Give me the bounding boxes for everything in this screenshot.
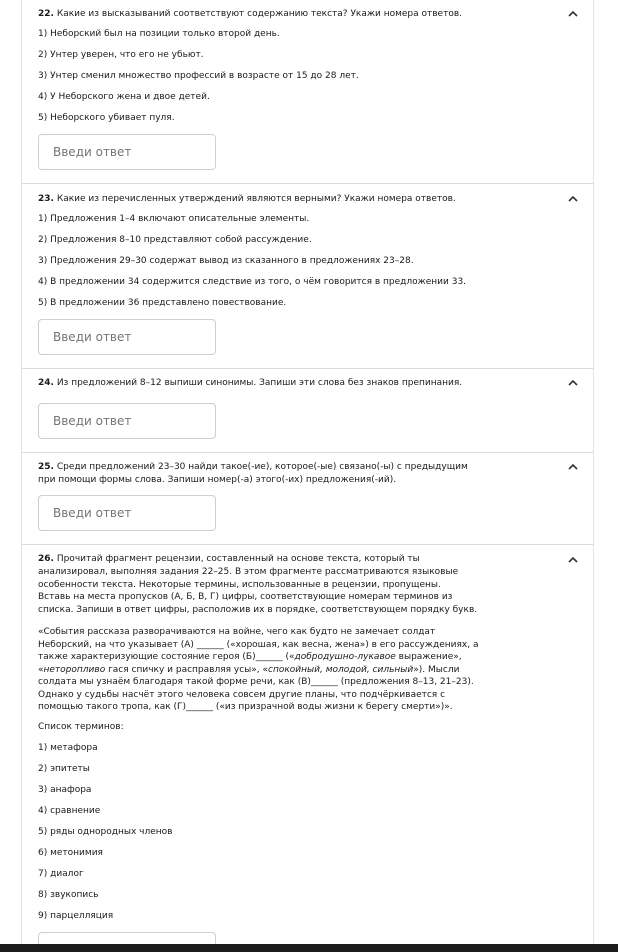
question-text-line: списка. Запиши в ответ цифры, расположив их в порядке, соответствующем порядку букв. bbox=[38, 605, 478, 615]
answer-input[interactable] bbox=[38, 495, 216, 531]
review-line: «неторопливо гася спичку и расправляя усы», «спокойный, молодой, сильный»). Мысли bbox=[38, 665, 460, 675]
question-text: Среди предложений 23–30 найди такое(-ие), которое(-ые) связано(-ы) с предыдущим bbox=[56, 462, 468, 472]
bottom-bar bbox=[0, 944, 618, 952]
term-item: 8) звукопись bbox=[38, 890, 99, 900]
chevron-up-icon[interactable] bbox=[568, 195, 580, 207]
option: 2) Унтер уверен, что его не убьют. bbox=[38, 50, 204, 60]
term-item: 3) анафора bbox=[38, 785, 92, 795]
task-24-question bbox=[38, 377, 538, 390]
question-text: Прочитай фрагмент рецензии, составленный на основе текста, который ты bbox=[56, 554, 420, 564]
question-text-line: при помощи формы слова. Запиши номер(-а) этого(-их) предложения(-ий). bbox=[38, 475, 397, 485]
task-number: 23. bbox=[38, 194, 54, 204]
task-25-question bbox=[38, 461, 538, 474]
option: 3) Унтер сменил множество профессий в возрасте от 15 до 28 лет. bbox=[38, 71, 359, 81]
divider bbox=[22, 544, 594, 545]
term-item: 7) диалог bbox=[38, 869, 84, 879]
task-26-question bbox=[38, 553, 558, 566]
chevron-up-icon[interactable] bbox=[568, 379, 580, 391]
option: 4) У Неборского жена и двое детей. bbox=[38, 92, 210, 102]
term-item: 1) метафора bbox=[38, 743, 98, 753]
review-line: Неборский, на что указывает (А) ______ («хорошая, как весна, жена») в его рассуждениях, а bbox=[38, 640, 479, 650]
option: 5) Неборского убивает пуля. bbox=[38, 113, 175, 123]
question-text: Какие из высказываний соответствуют содержанию текста? Укажи номера ответов. bbox=[56, 9, 463, 19]
term-item: 4) сравнение bbox=[38, 806, 101, 816]
divider bbox=[22, 368, 594, 369]
task-number: 25. bbox=[38, 462, 54, 472]
task-number: 22. bbox=[38, 9, 54, 19]
review-line: Однако у судьбы насчёт этого человека совсем другие планы, что подчёркивается с bbox=[38, 690, 446, 700]
term-item: 6) метонимия bbox=[38, 848, 103, 858]
chevron-up-icon[interactable] bbox=[568, 556, 580, 568]
terms-title: Список терминов: bbox=[38, 722, 124, 732]
answer-input[interactable] bbox=[38, 403, 216, 439]
task-22-question bbox=[38, 8, 538, 21]
review-line: помощью такого тропа, как (Г)______ («из призрачной воды жизни к берегу смерти»)». bbox=[38, 702, 453, 712]
divider bbox=[22, 452, 594, 453]
answer-input[interactable] bbox=[38, 319, 216, 355]
task-23-question bbox=[38, 193, 538, 206]
question-text-line: Вставь на места пропусков (А, Б, В, Г) цифры, соответствующие номерам терминов из bbox=[38, 592, 453, 602]
option: 4) В предложении 34 содержится следствие из того, о чём говорится в предложении 33. bbox=[38, 277, 467, 287]
option: 1) Предложения 1–4 включают описательные элементы. bbox=[38, 214, 310, 224]
question-text: Какие из перечисленных утверждений являются верными? Укажи номера ответов. bbox=[56, 194, 456, 204]
review-line: «События рассказа разворачиваются на войне, чего как будто не замечает солдат bbox=[38, 627, 436, 637]
task-number: 26. bbox=[38, 554, 54, 564]
review-line: солдата мы узнаём благодаря такой форме речи, как (В)______ (предложения 8–13, 21–23). bbox=[38, 677, 474, 687]
term-item: 9) парцелляция bbox=[38, 911, 114, 921]
question-text-line: анализировал, выполняя задания 22–25. В этом фрагменте рассматриваются языковые bbox=[38, 567, 459, 577]
question-text: Из предложений 8–12 выпиши синонимы. Запиши эти слова без знаков препинания. bbox=[56, 378, 463, 388]
divider bbox=[22, 183, 594, 184]
option: 3) Предложения 29–30 содержат вывод из сказанного в предложениях 23–28. bbox=[38, 256, 414, 266]
question-text-line: особенности текста. Некоторые термины, использованные в рецензии, пропущены. bbox=[38, 580, 441, 590]
option: 5) В предложении 36 представлено повествование. bbox=[38, 298, 287, 308]
answer-input[interactable] bbox=[38, 134, 216, 170]
task-number: 24. bbox=[38, 378, 54, 388]
review-line: также характеризующие состояние героя (Б)______ («добродушно-лукавое выражение», bbox=[38, 652, 462, 662]
chevron-up-icon[interactable] bbox=[568, 10, 580, 22]
term-item: 5) ряды однородных членов bbox=[38, 827, 173, 837]
option: 2) Предложения 8–10 представляют собой рассуждение. bbox=[38, 235, 312, 245]
chevron-up-icon[interactable] bbox=[568, 463, 580, 475]
term-item: 2) эпитеты bbox=[38, 764, 90, 774]
option: 1) Неборский был на позиции только второй день. bbox=[38, 29, 280, 39]
